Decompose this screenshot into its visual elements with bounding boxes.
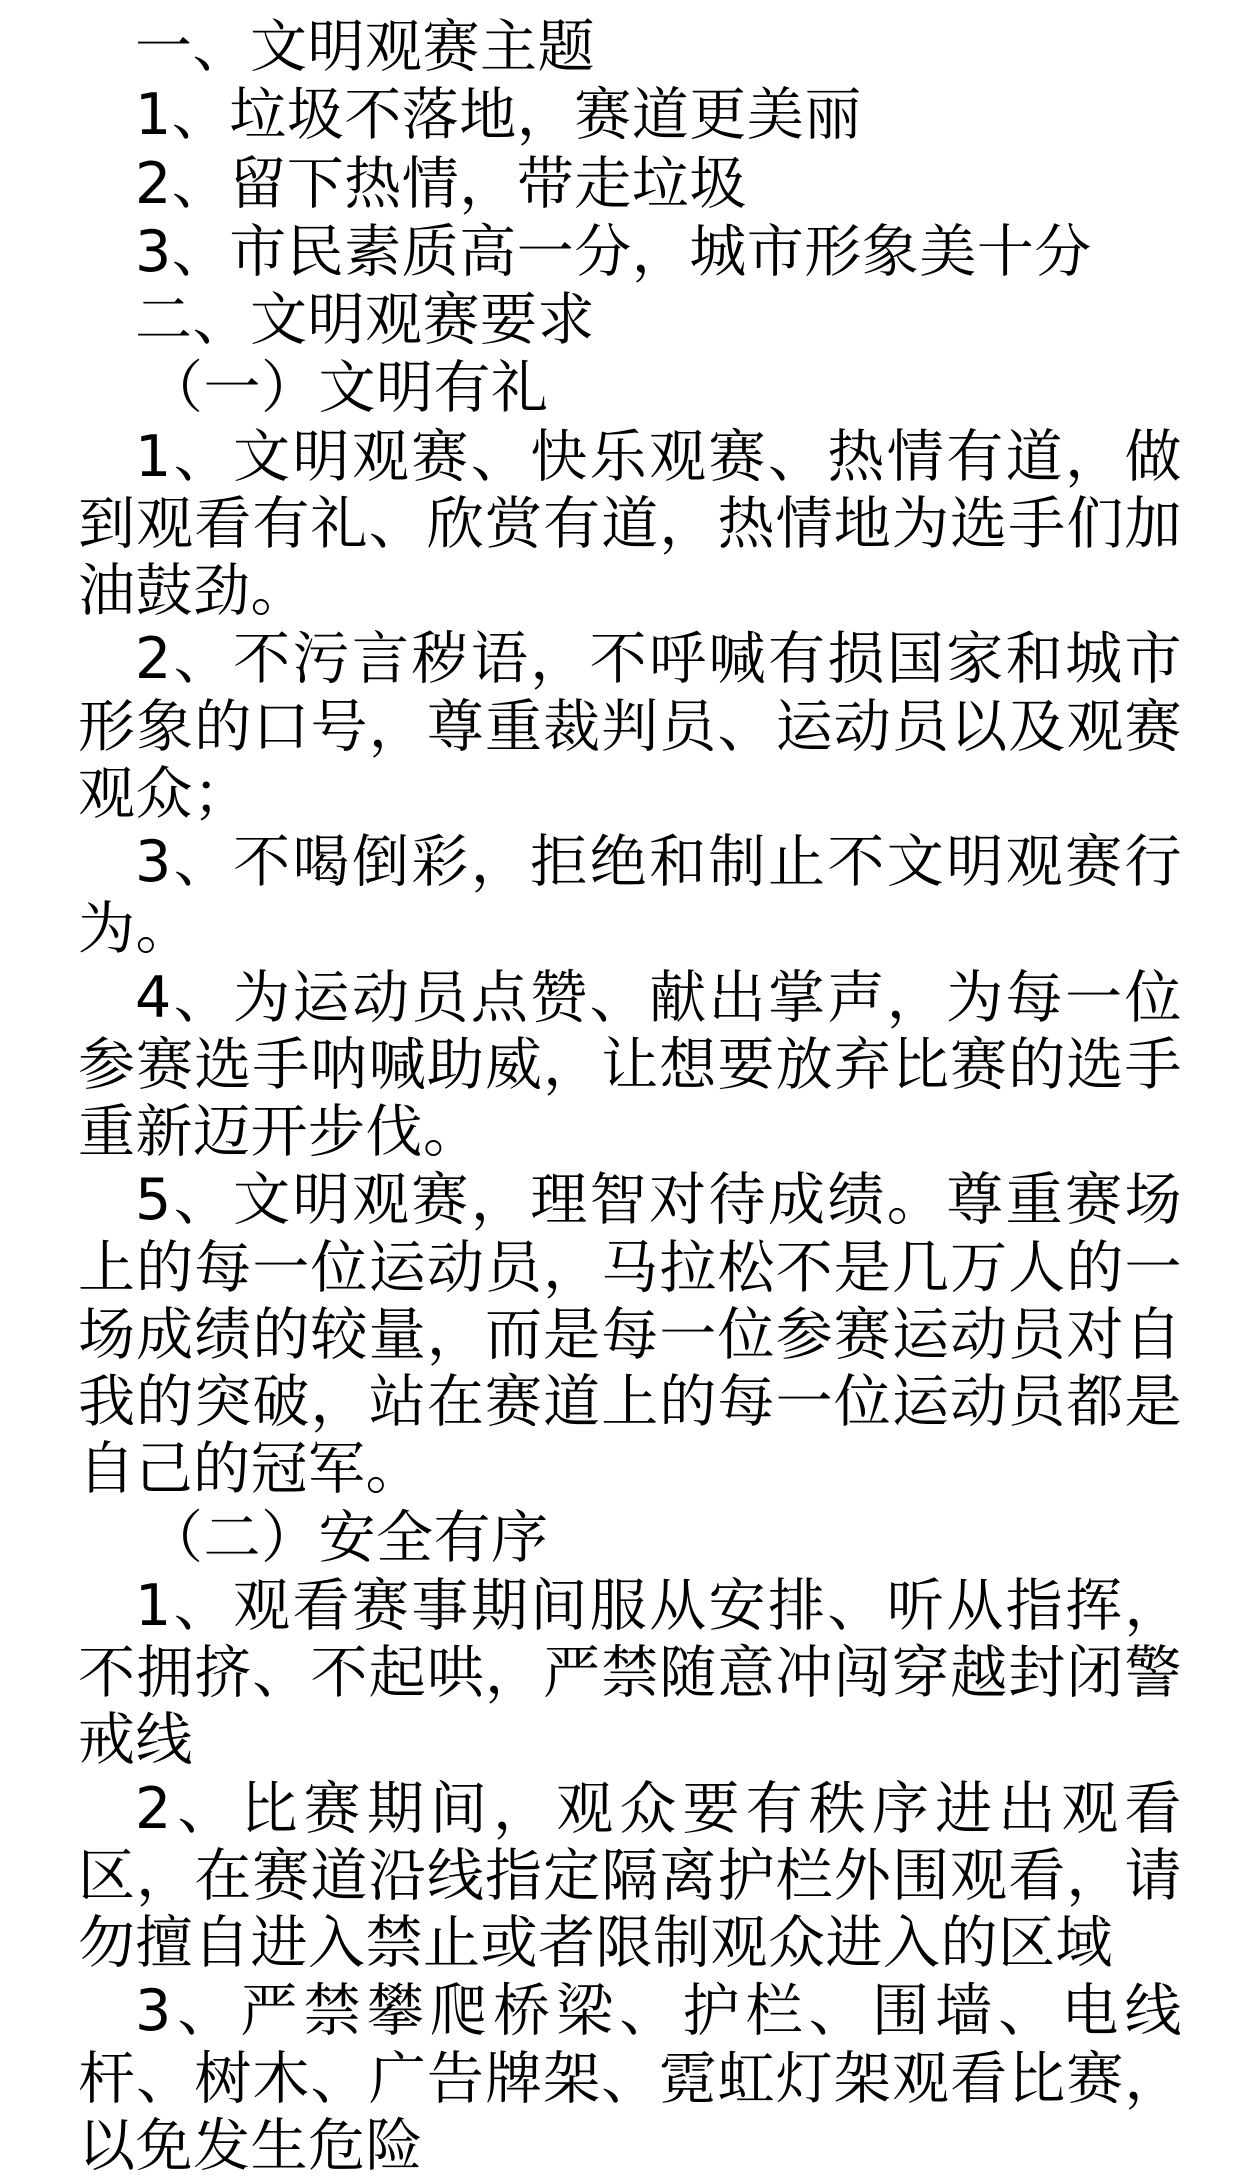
paragraph: 5、文明观赛，理智对待成绩。尊重赛场上的每一位运动员，马拉松不是几万人的一场成绩的较量，而是每一位参赛运动员对自我的突破，站在赛道上的每一位运动员都是自己的冠军。 xyxy=(78,1167,1182,1503)
paragraph: （一）文明有礼 xyxy=(146,355,549,422)
paragraph: 2、留下热情，带走垃圾 xyxy=(135,150,747,217)
paragraph: 4、为运动员点赞、献出掌声，为每一位参赛选手呐喊助威，让想要放弃比赛的选手重新迈开步伐。 xyxy=(78,964,1182,1165)
paragraph: （二）安全有序 xyxy=(146,1504,549,1571)
paragraph: 1、垃圾不落地，赛道更美丽 xyxy=(135,82,862,149)
paragraph: 3、市民素质高一分，城市形象美十分 xyxy=(135,218,1092,285)
paragraph: 3、不喝倒彩，拒绝和制止不文明观赛行为。 xyxy=(78,829,1182,963)
paragraph: 1、文明观赛、快乐观赛、热情有道，做到观看有礼、欣赏有道，热情地为选手们加油鼓劲。 xyxy=(78,423,1182,624)
paragraph: 一、文明观赛主题 xyxy=(135,14,595,80)
paragraph: 2、比赛期间，观众要有秩序进出观看区，在赛道沿线指定隔离护栏外围观看，请勿擅自进入禁止或者限制观众进入的区域 xyxy=(78,1775,1182,1976)
paragraph: 3、严禁攀爬桥梁、护栏、围墙、电线杆、树木、广告牌架、霓虹灯架观看比赛，以免发生危险 xyxy=(78,1978,1182,2179)
paragraph: 二、文明观赛要求 xyxy=(135,287,595,353)
document-body xyxy=(78,14,1182,2180)
paragraph: 2、不污言秽语，不呼喊有损国家和城市形象的口号，尊重裁判员、运动员以及观赛观众； xyxy=(78,626,1182,827)
paragraph: 1、观看赛事期间服从安排、听从指挥，不拥挤、不起哄，严禁随意冲闯穿越封闭警戒线 xyxy=(78,1572,1182,1774)
